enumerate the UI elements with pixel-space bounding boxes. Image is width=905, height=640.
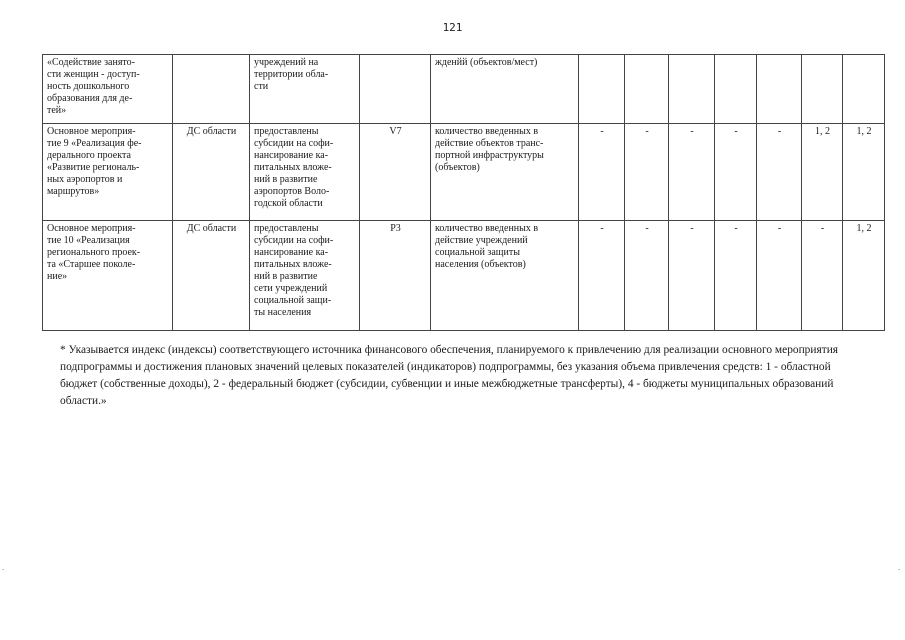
left-edge-mark: · (2, 566, 5, 574)
indicator-cell: жденйй (объектов/мест) (431, 55, 579, 124)
footnote: * Указывается индекс (индексы) соответствующего источника финансового обеспечения, планируемого к привлечению для реализации основного мероприятия подпрограммы и достижения плановых значений целевых показателей (индикаторов) подпрограммы, без указания объема привлечения средств: 1 - областной бюджет (собственные доходы), 2 - федеральный бюджет (субсидии, субвенции и иные межбюджетные трансферты), 4 - бюджеты муниципальных образований области.» (60, 344, 839, 407)
source-value-cell (843, 55, 885, 124)
source-value-cell: - (625, 221, 669, 331)
source-value-cell: - (625, 124, 669, 221)
page-number: 121 (442, 21, 463, 34)
table-row (43, 124, 885, 221)
activity-name-cell: Основное мероприя- тие 10 «Реализация регионального проек- та «Старшее поколе- ние» (43, 221, 173, 331)
source-value-cell: - (715, 124, 757, 221)
result-cell: предоставлены субсидии на софи- нансирование ка- питальных вложе- ний в развитие аэропортов Воло- годской области (250, 124, 360, 221)
activity-name-cell: Основное мероприя- тие 9 «Реализация фе- дерального проекта «Развитие региональ- ных аэропортов и маршрутов» (43, 124, 173, 221)
project-code-cell (360, 55, 431, 124)
result-cell: учреждений на территории обла- сти (250, 55, 360, 124)
source-value-cell (625, 55, 669, 124)
source-value-cell: - (757, 124, 802, 221)
source-value-cell: - (669, 221, 715, 331)
source-value-cell: 1, 2 (802, 124, 843, 221)
project-code-cell: V7 (360, 124, 431, 221)
source-value-cell (715, 55, 757, 124)
source-value-cell: - (757, 221, 802, 331)
activity-name-cell: «Содействие занято- сти женщин - доступ- ность дошкольного образования для де- тей» (43, 55, 173, 124)
source-value-cell: 1, 2 (843, 124, 885, 221)
source-value-cell (757, 55, 802, 124)
source-value-cell: - (579, 124, 625, 221)
source-value-cell: 1, 2 (843, 221, 885, 331)
activities-table (42, 54, 885, 331)
executor-cell: ДС области (173, 221, 250, 331)
source-value-cell: - (579, 221, 625, 331)
source-value-cell (669, 55, 715, 124)
source-value-cell: - (802, 221, 843, 331)
table-row (43, 221, 885, 331)
right-edge-mark: · (898, 566, 901, 574)
source-value-cell (802, 55, 843, 124)
table-row (43, 55, 885, 124)
source-value-cell: - (715, 221, 757, 331)
executor-cell (173, 55, 250, 124)
indicator-cell: количество введенных в действие учреждений социальной защиты населения (объектов) (431, 221, 579, 331)
result-cell: предоставлены субсидии на софи- нансирование ка- питальных вложе- ний в развитие сети учреждений социальной защи- ты населения (250, 221, 360, 331)
indicator-cell: количество введенных в действие объектов транс- портной инфраструктуры (объектов) (431, 124, 579, 221)
executor-cell: ДС области (173, 124, 250, 221)
source-value-cell (579, 55, 625, 124)
project-code-cell: Р3 (360, 221, 431, 331)
source-value-cell: - (669, 124, 715, 221)
